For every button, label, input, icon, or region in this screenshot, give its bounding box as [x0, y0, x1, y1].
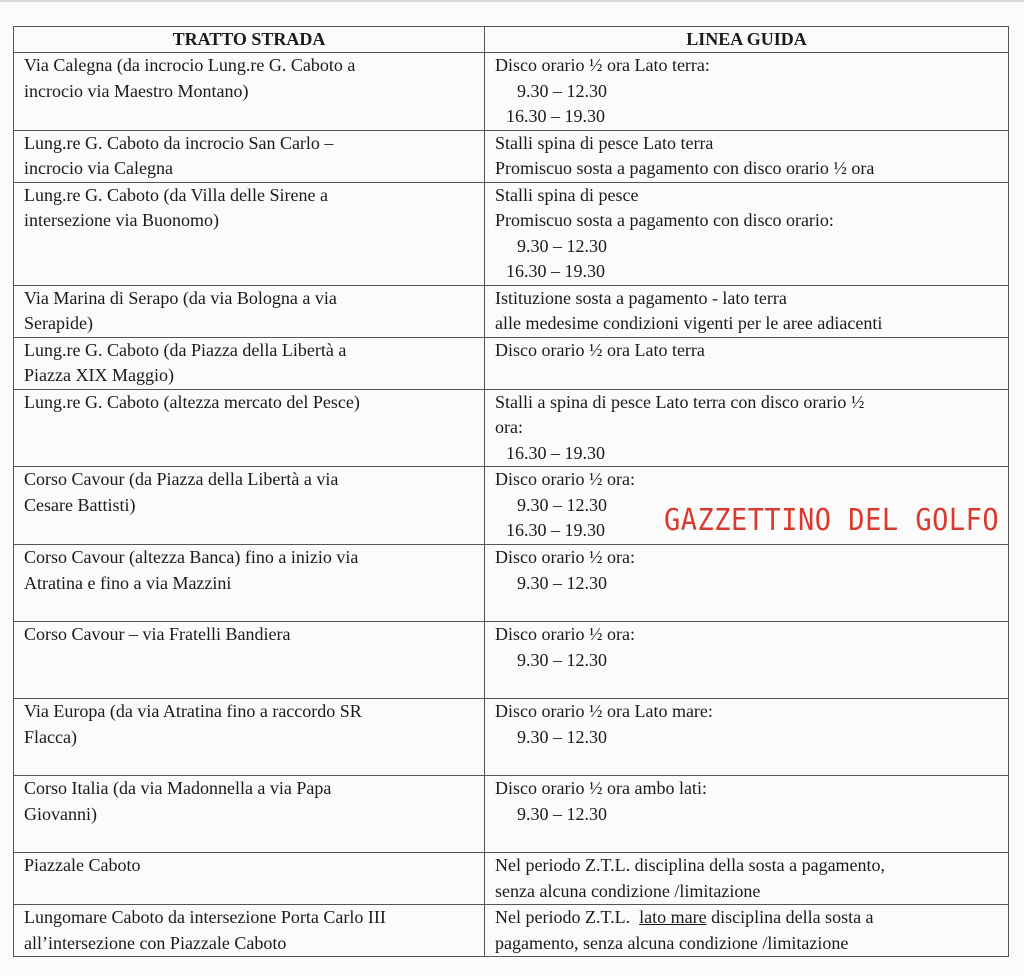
road-text: Atratina e fino a via Mazzini [24, 572, 232, 593]
rule-text: alle medesime condizioni vigenti per le aree adiacenti [495, 313, 883, 333]
road-cell [14, 53, 485, 131]
rule-text: Stalli spina di pesce [495, 184, 639, 205]
table-row [14, 776, 1009, 853]
road-text: Giovanni) [24, 803, 97, 824]
time-range: 16.30 – 19.30 [506, 106, 605, 126]
rule-text: Istituzione sosta a pagamento - lato terra [495, 287, 787, 308]
table-row [14, 182, 1009, 285]
road-text: Serapide) [24, 313, 93, 333]
road-text: Lung.re G. Caboto (altezza mercato del Pesce) [24, 391, 360, 412]
underlined-lato-mare: lato mare [639, 907, 707, 927]
road-cell [14, 182, 485, 285]
rule-cell [485, 285, 1009, 337]
road-text: Via Calegna (da incrocio Lung.re G. Caboto a [24, 55, 356, 75]
time-range: 9.30 – 12.30 [517, 235, 607, 256]
table-row [14, 622, 1009, 699]
rule-text-suffix: disciplina della sosta a [706, 907, 874, 927]
road-cell [14, 130, 485, 182]
rule-text: Disco orario ½ ora Lato terra [495, 339, 705, 360]
time-range: 9.30 – 12.30 [517, 649, 607, 670]
time-range: 16.30 – 19.30 [506, 520, 605, 540]
scan-edge [0, 0, 1024, 2]
table-row [14, 53, 1009, 131]
road-text: all’intersezione con Piazzale Caboto [24, 932, 287, 953]
rule-text-line [495, 905, 998, 931]
rule-cell [485, 545, 1009, 622]
rule-cell [485, 389, 1009, 467]
time-range: 9.30 – 12.30 [517, 494, 607, 515]
road-text: Cesare Battisti) [24, 494, 136, 515]
road-cell [14, 699, 485, 776]
rule-cell [485, 622, 1009, 699]
road-text: Via Marina di Serapo (da via Bologna a via [24, 287, 337, 308]
time-range: 16.30 – 19.30 [506, 261, 605, 281]
rule-cell [485, 182, 1009, 285]
road-text: intersezione via Buonomo) [24, 210, 219, 230]
rule-text-prefix: Nel periodo Z.T.L. [495, 907, 640, 927]
road-cell [14, 905, 485, 957]
road-cell [14, 622, 485, 699]
road-text: Corso Cavour – via Fratelli Bandiera [24, 624, 291, 644]
time-range: 9.30 – 12.30 [517, 726, 607, 747]
rule-text: Promiscuo sosta a pagamento con disco orario: [495, 210, 834, 230]
rule-cell [485, 337, 1009, 389]
rule-text: Disco orario ½ ora ambo lati: [495, 778, 707, 798]
rule-cell [485, 53, 1009, 131]
rule-text: Promiscuo sosta a pagamento con disco orario ½ ora [495, 158, 875, 178]
rule-text: Disco orario ½ ora: [495, 469, 635, 489]
rule-cell [485, 776, 1009, 853]
road-text: Flacca) [24, 726, 77, 747]
road-text: Lungomare Caboto da intersezione Porta Carlo III [24, 907, 386, 927]
time-range: 9.30 – 12.30 [517, 572, 607, 593]
table-header-row [14, 27, 1009, 53]
header-guideline: LINEA GUIDA [485, 27, 1009, 53]
road-text: incrocio via Maestro Montano) [24, 80, 249, 101]
time-range: 16.30 – 19.30 [506, 442, 605, 463]
rule-text: Stalli spina di pesce Lato terra [495, 132, 714, 153]
table-row [14, 545, 1009, 622]
road-cell [14, 285, 485, 337]
table-row [14, 285, 1009, 337]
road-text: Corso Cavour (altezza Banca) fino a inizio via [24, 547, 359, 567]
road-text: Piazzale Caboto [24, 855, 141, 875]
road-cell [14, 545, 485, 622]
table-row [14, 853, 1009, 905]
rule-text: Disco orario ½ ora Lato mare: [495, 701, 713, 721]
time-range: 9.30 – 12.30 [517, 803, 607, 824]
rule-text: Disco orario ½ ora: [495, 624, 635, 644]
rule-text: Disco orario ½ ora Lato terra: [495, 55, 710, 75]
road-text: Via Europa (da via Atratina fino a raccordo SR [24, 701, 362, 721]
road-cell [14, 467, 485, 545]
road-text: Corso Italia (da via Madonnella a via Papa [24, 778, 332, 798]
road-cell [14, 776, 485, 853]
road-cell [14, 389, 485, 467]
rule-text: Stalli a spina di pesce Lato terra con disco orario ½ [495, 391, 865, 412]
parking-rules-table [13, 26, 1009, 957]
road-text: Lung.re G. Caboto (da Piazza della Libertà a [24, 339, 347, 360]
time-range: 9.30 – 12.30 [517, 80, 607, 101]
table-row [14, 389, 1009, 467]
rule-text: pagamento, senza alcuna condizione /limitazione [495, 932, 849, 953]
road-cell [14, 853, 485, 905]
road-text: Corso Cavour (da Piazza della Libertà a via [24, 469, 339, 489]
header-road-section: TRATTO STRADA [14, 27, 485, 53]
rule-text: Disco orario ½ ora: [495, 547, 635, 567]
road-text: incrocio via Calegna [24, 158, 173, 178]
rule-cell [485, 853, 1009, 905]
rule-text: ora: [495, 417, 523, 437]
table-row [14, 130, 1009, 182]
rule-cell [485, 130, 1009, 182]
table-row [14, 337, 1009, 389]
rule-cell [485, 699, 1009, 776]
table-row [14, 905, 1009, 957]
road-text: Lung.re G. Caboto da incrocio San Carlo – [24, 132, 334, 153]
rule-cell [485, 905, 1009, 957]
table-row [14, 699, 1009, 776]
road-text: Lung.re G. Caboto (da Villa delle Sirene a [24, 184, 328, 205]
road-text: Piazza XIX Maggio) [24, 365, 174, 385]
rule-text: Nel periodo Z.T.L. disciplina della sosta a pagamento, [495, 855, 886, 875]
road-cell [14, 337, 485, 389]
rule-text: senza alcuna condizione /limitazione [495, 880, 761, 901]
gazzettino-watermark: GAZZETTINO DEL GOLFO [664, 503, 1000, 538]
